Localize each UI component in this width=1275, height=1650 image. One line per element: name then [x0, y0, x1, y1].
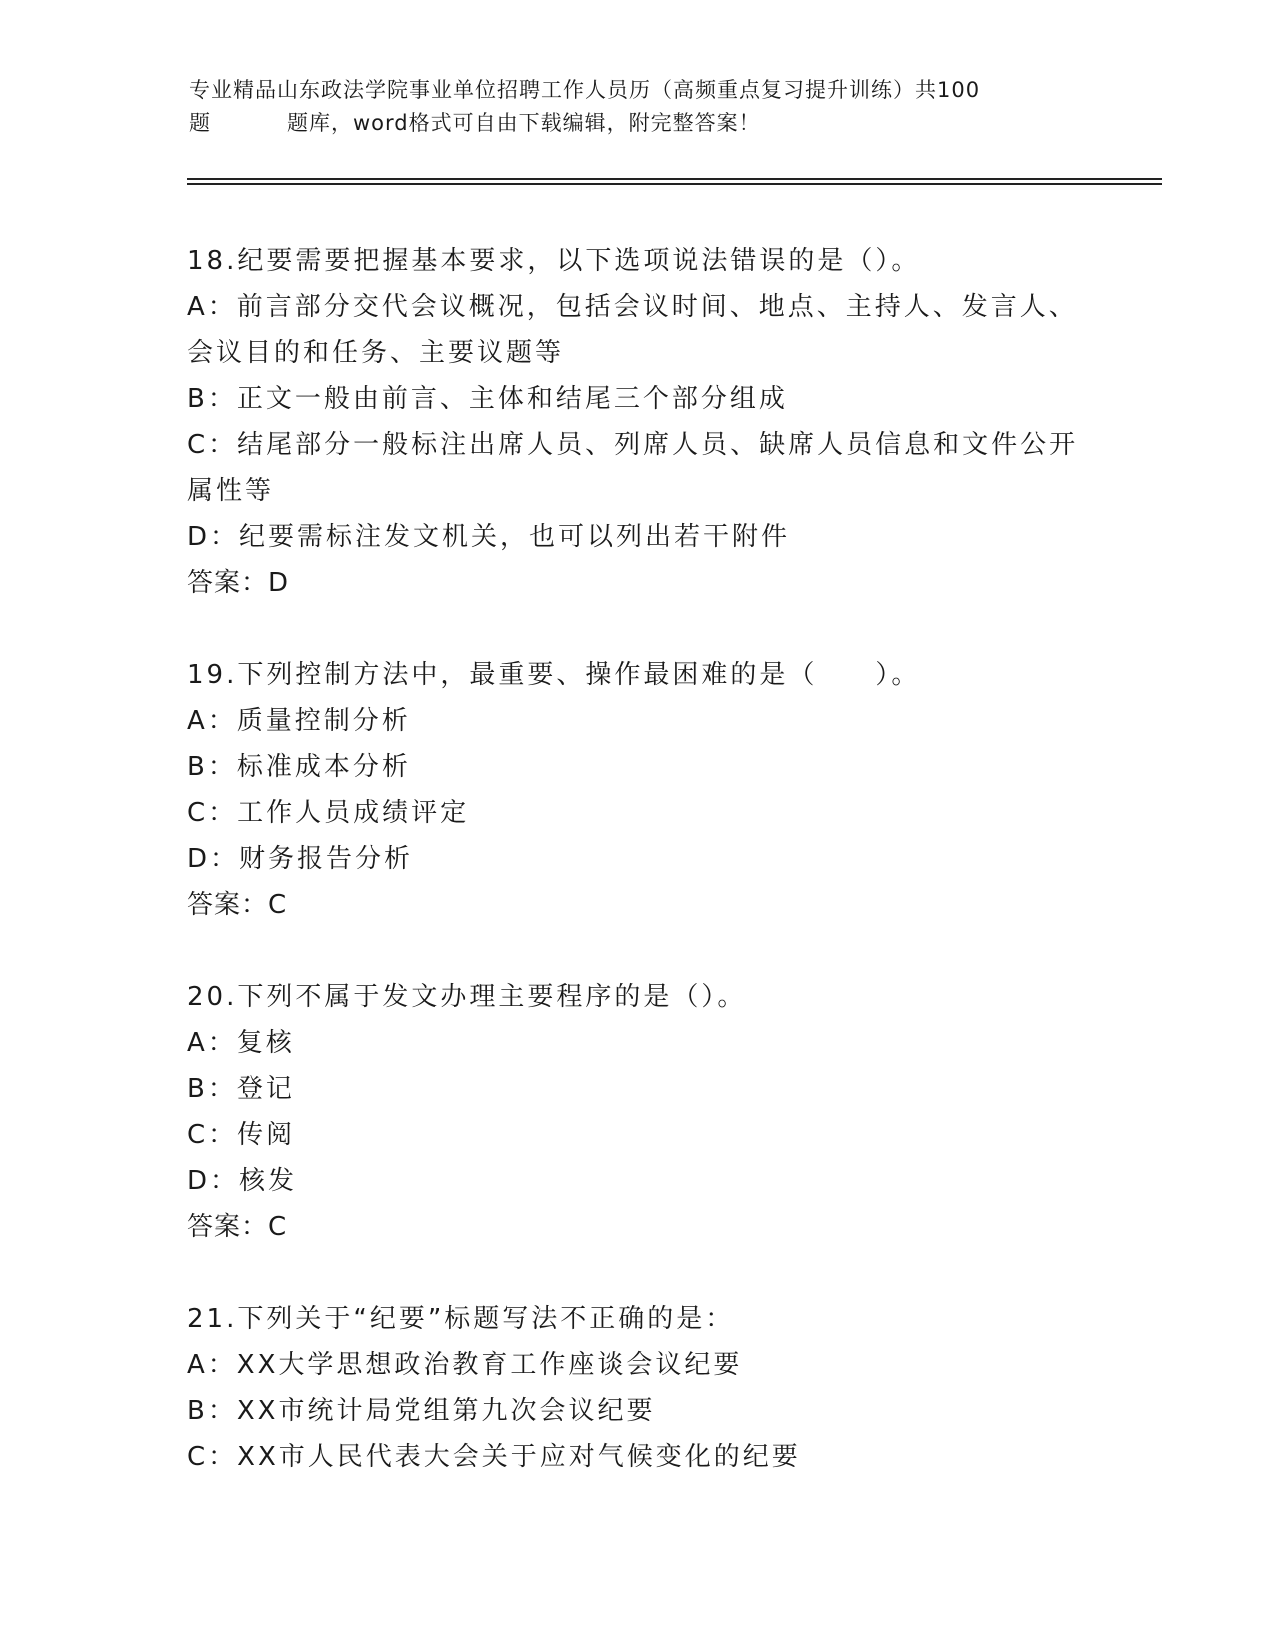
question-19-option-b: B：标准成本分析	[187, 752, 411, 782]
question-18	[187, 238, 1087, 606]
question-21-option-a: A：XX大学思想政治教育工作座谈会议纪要	[187, 1350, 743, 1380]
page-header	[189, 74, 1089, 140]
question-19-stem: 19.下列控制方法中，最重要、操作最困难的是（ ）。	[187, 660, 921, 690]
question-18-answer: 答案：D	[187, 568, 290, 598]
question-21-stem: 21.下列关于“纪要”标题写法不正确的是：	[187, 1304, 735, 1334]
question-18-option-a: A：前言部分交代会议概况，包括会议时间、地点、主持人、发言人、	[187, 292, 1078, 322]
question-21	[187, 1296, 1087, 1480]
question-list	[187, 238, 1087, 1526]
question-18-option-b: B：正文一般由前言、主体和结尾三个部分组成	[187, 384, 788, 414]
question-20-answer: 答案：C	[187, 1212, 288, 1242]
header-line-2	[189, 107, 1089, 140]
header-line-2-start: 题	[189, 111, 211, 135]
question-18-option-d: D：纪要需标注发文机关，也可以列出若干附件	[187, 522, 791, 552]
question-19-option-a: A：质量控制分析	[187, 706, 411, 736]
header-line-1: 专业精品山东政法学院事业单位招聘工作人员历（高频重点复习提升训练）共100	[189, 78, 981, 102]
question-18-option-a-cont: 会议目的和任务、主要议题等	[187, 338, 565, 368]
question-19-option-c: C：工作人员成绩评定	[187, 798, 470, 828]
question-21-option-c: C：XX市人民代表大会关于应对气候变化的纪要	[187, 1442, 801, 1472]
question-20-option-d: D：核发	[187, 1166, 298, 1196]
question-20	[187, 974, 1087, 1250]
header-divider-top	[187, 178, 1162, 180]
question-18-option-c: C：结尾部分一般标注出席人员、列席人员、缺席人员信息和文件公开	[187, 430, 1079, 460]
question-18-option-c-cont: 属性等	[187, 476, 275, 506]
question-21-option-b: B：XX市统计局党组第九次会议纪要	[187, 1396, 656, 1426]
question-18-stem: 18.纪要需要把握基本要求，以下选项说法错误的是（）。	[187, 246, 921, 276]
header-line-2-rest: 题库，word格式可自由下载编辑，附完整答案！	[287, 111, 761, 135]
question-20-stem: 20.下列不属于发文办理主要程序的是（）。	[187, 982, 747, 1012]
question-20-option-a: A：复核	[187, 1028, 295, 1058]
question-19-answer: 答案：C	[187, 890, 288, 920]
question-20-option-c: C：传阅	[187, 1120, 296, 1150]
header-divider-bottom	[187, 183, 1162, 185]
question-19	[187, 652, 1087, 928]
question-19-option-d: D：财务报告分析	[187, 844, 414, 874]
question-20-option-b: B：登记	[187, 1074, 295, 1104]
